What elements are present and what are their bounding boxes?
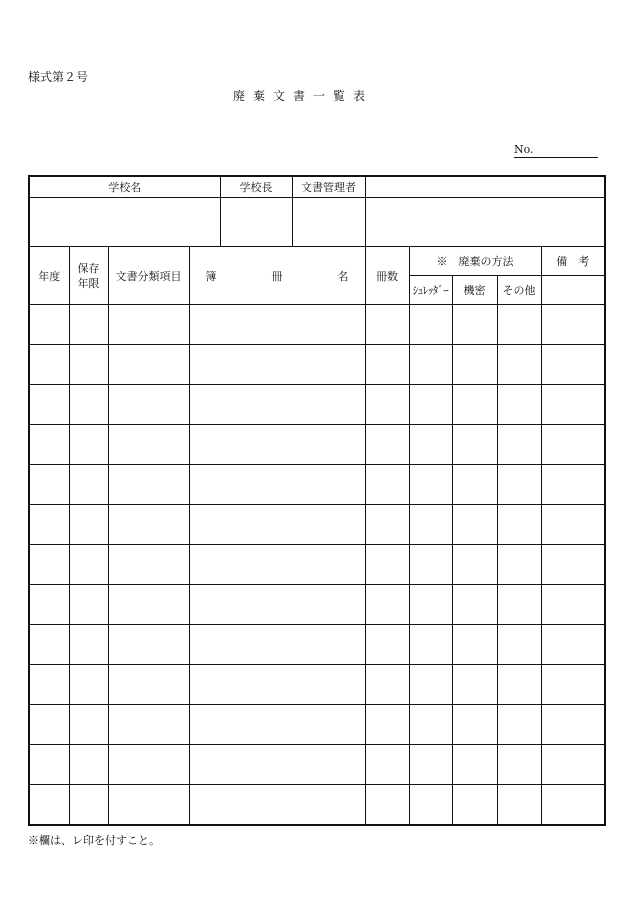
category-cell[interactable] bbox=[108, 585, 189, 625]
confidential-check-cell[interactable] bbox=[452, 745, 497, 785]
table-row bbox=[29, 785, 605, 826]
other-check-cell[interactable] bbox=[497, 505, 541, 545]
table-row bbox=[29, 545, 605, 585]
header-table bbox=[28, 175, 606, 247]
page-title: 廃棄文書一覧表 bbox=[233, 89, 374, 103]
count-cell[interactable] bbox=[365, 705, 409, 745]
retention-cell[interactable] bbox=[69, 665, 108, 705]
other-check-cell[interactable] bbox=[497, 465, 541, 505]
remarks-cell[interactable] bbox=[541, 705, 605, 745]
col-shredder-header: ｼｭﾚｯﾀﾞｰ bbox=[409, 276, 452, 305]
retention-cell[interactable] bbox=[69, 705, 108, 745]
remarks-cell[interactable] bbox=[541, 305, 605, 345]
col-remarks-header: 備 考 bbox=[541, 247, 605, 276]
other-check-cell[interactable] bbox=[497, 625, 541, 665]
category-cell[interactable] bbox=[108, 665, 189, 705]
other-check-cell[interactable] bbox=[497, 785, 541, 826]
col-retention-line1: 保存 bbox=[77, 261, 100, 275]
col-remarks-subheader-blank bbox=[541, 276, 605, 305]
book-name-part-3: 名 bbox=[337, 269, 349, 283]
confidential-check-cell[interactable] bbox=[452, 545, 497, 585]
retention-cell[interactable] bbox=[69, 625, 108, 665]
shredder-check-cell[interactable] bbox=[409, 345, 452, 385]
table-row bbox=[29, 465, 605, 505]
shredder-check-cell[interactable] bbox=[409, 505, 452, 545]
book-name-cell[interactable] bbox=[189, 705, 365, 745]
count-cell[interactable] bbox=[365, 585, 409, 625]
year-cell[interactable] bbox=[29, 465, 69, 505]
category-cell[interactable] bbox=[108, 385, 189, 425]
retention-cell[interactable] bbox=[69, 745, 108, 785]
book-name-cell[interactable] bbox=[189, 465, 365, 505]
year-cell[interactable] bbox=[29, 745, 69, 785]
book-name-cell[interactable] bbox=[189, 585, 365, 625]
retention-cell[interactable] bbox=[69, 385, 108, 425]
table-row bbox=[29, 345, 605, 385]
year-cell[interactable] bbox=[29, 425, 69, 465]
shredder-check-cell[interactable] bbox=[409, 585, 452, 625]
retention-cell[interactable] bbox=[69, 345, 108, 385]
ledger-body bbox=[29, 305, 605, 826]
other-check-cell[interactable] bbox=[497, 345, 541, 385]
other-check-cell[interactable] bbox=[497, 705, 541, 745]
count-cell[interactable] bbox=[365, 505, 409, 545]
confidential-check-cell[interactable] bbox=[452, 425, 497, 465]
col-confidential-header: 機密 bbox=[452, 276, 497, 305]
count-cell[interactable] bbox=[365, 625, 409, 665]
shredder-check-cell[interactable] bbox=[409, 785, 452, 826]
other-check-cell[interactable] bbox=[497, 665, 541, 705]
category-cell[interactable] bbox=[108, 505, 189, 545]
shredder-check-cell[interactable] bbox=[409, 385, 452, 425]
count-cell[interactable] bbox=[365, 465, 409, 505]
other-check-cell[interactable] bbox=[497, 745, 541, 785]
other-check-cell[interactable] bbox=[497, 545, 541, 585]
col-count-header: 冊数 bbox=[365, 247, 409, 305]
category-cell[interactable] bbox=[108, 705, 189, 745]
retention-cell[interactable] bbox=[69, 785, 108, 826]
book-name-cell[interactable] bbox=[189, 345, 365, 385]
retention-cell[interactable] bbox=[69, 465, 108, 505]
remarks-cell[interactable] bbox=[541, 345, 605, 385]
book-name-cell[interactable] bbox=[189, 425, 365, 465]
confidential-check-cell[interactable] bbox=[452, 625, 497, 665]
remarks-cell[interactable] bbox=[541, 665, 605, 705]
remarks-cell[interactable] bbox=[541, 545, 605, 585]
school-name-field[interactable] bbox=[29, 198, 220, 247]
book-name-part-1: 簿 bbox=[205, 269, 217, 283]
col-book-name-header bbox=[189, 247, 365, 305]
year-cell[interactable] bbox=[29, 665, 69, 705]
count-cell[interactable] bbox=[365, 305, 409, 345]
form-id: 様式第２号 bbox=[28, 70, 89, 84]
year-cell[interactable] bbox=[29, 345, 69, 385]
book-name-cell[interactable] bbox=[189, 505, 365, 545]
book-name-part-2: 冊 bbox=[271, 269, 283, 283]
category-cell[interactable] bbox=[108, 785, 189, 826]
remarks-cell[interactable] bbox=[541, 785, 605, 826]
year-cell[interactable] bbox=[29, 785, 69, 826]
category-cell[interactable] bbox=[108, 745, 189, 785]
retention-cell[interactable] bbox=[69, 305, 108, 345]
retention-cell[interactable] bbox=[69, 505, 108, 545]
col-retention-header bbox=[69, 247, 108, 305]
header-blank-cell bbox=[365, 176, 605, 198]
count-cell[interactable] bbox=[365, 545, 409, 585]
header-blank-field bbox=[365, 198, 605, 247]
col-category-header: 文書分類項目 bbox=[108, 247, 189, 305]
confidential-check-cell[interactable] bbox=[452, 305, 497, 345]
book-name-cell[interactable] bbox=[189, 305, 365, 345]
remarks-cell[interactable] bbox=[541, 465, 605, 505]
retention-cell[interactable] bbox=[69, 425, 108, 465]
count-cell[interactable] bbox=[365, 385, 409, 425]
confidential-check-cell[interactable] bbox=[452, 505, 497, 545]
school-name-label: 学校名 bbox=[29, 176, 220, 198]
count-cell[interactable] bbox=[365, 785, 409, 826]
table-row bbox=[29, 585, 605, 625]
year-cell[interactable] bbox=[29, 385, 69, 425]
shredder-check-cell[interactable] bbox=[409, 665, 452, 705]
confidential-check-cell[interactable] bbox=[452, 785, 497, 826]
year-cell[interactable] bbox=[29, 505, 69, 545]
remarks-cell[interactable] bbox=[541, 625, 605, 665]
other-check-cell[interactable] bbox=[497, 425, 541, 465]
other-check-cell[interactable] bbox=[497, 305, 541, 345]
category-cell[interactable] bbox=[108, 545, 189, 585]
doc-manager-label: 文書管理者 bbox=[292, 176, 365, 198]
retention-cell[interactable] bbox=[69, 545, 108, 585]
year-cell[interactable] bbox=[29, 625, 69, 665]
principal-seal-field[interactable] bbox=[220, 198, 292, 247]
category-cell[interactable] bbox=[108, 425, 189, 465]
col-disposal-method-header: ※ 廃棄の方法 bbox=[409, 247, 541, 276]
book-name-cell[interactable] bbox=[189, 785, 365, 826]
year-cell[interactable] bbox=[29, 305, 69, 345]
book-name-cell[interactable] bbox=[189, 745, 365, 785]
count-cell[interactable] bbox=[365, 665, 409, 705]
remarks-cell[interactable] bbox=[541, 425, 605, 465]
book-name-cell[interactable] bbox=[189, 385, 365, 425]
footnote: ※欄は、レ印を付すこと。 bbox=[28, 834, 160, 847]
count-cell[interactable] bbox=[365, 745, 409, 785]
table-row bbox=[29, 625, 605, 665]
year-cell[interactable] bbox=[29, 585, 69, 625]
confidential-check-cell[interactable] bbox=[452, 385, 497, 425]
table-row bbox=[29, 425, 605, 465]
shredder-check-cell[interactable] bbox=[409, 745, 452, 785]
table-row bbox=[29, 665, 605, 705]
col-retention-line2: 年限 bbox=[77, 276, 100, 290]
category-cell[interactable] bbox=[108, 305, 189, 345]
table-row bbox=[29, 505, 605, 545]
count-cell[interactable] bbox=[365, 425, 409, 465]
table-row bbox=[29, 305, 605, 345]
book-name-cell[interactable] bbox=[189, 545, 365, 585]
confidential-check-cell[interactable] bbox=[452, 705, 497, 745]
shredder-check-cell[interactable] bbox=[409, 705, 452, 745]
other-check-cell[interactable] bbox=[497, 385, 541, 425]
table-row bbox=[29, 745, 605, 785]
category-cell[interactable] bbox=[108, 345, 189, 385]
year-cell[interactable] bbox=[29, 545, 69, 585]
year-cell[interactable] bbox=[29, 705, 69, 745]
col-year-header: 年度 bbox=[29, 247, 69, 305]
confidential-check-cell[interactable] bbox=[452, 465, 497, 505]
shredder-check-cell[interactable] bbox=[409, 425, 452, 465]
shredder-check-cell[interactable] bbox=[409, 625, 452, 665]
number-field[interactable] bbox=[514, 143, 598, 158]
shredder-check-cell[interactable] bbox=[409, 305, 452, 345]
number-label: No. bbox=[514, 143, 534, 156]
count-cell[interactable] bbox=[365, 345, 409, 385]
doc-manager-seal-field[interactable] bbox=[292, 198, 365, 247]
book-name-cell[interactable] bbox=[189, 625, 365, 665]
disposal-ledger-table bbox=[28, 246, 606, 826]
remarks-cell[interactable] bbox=[541, 745, 605, 785]
category-cell[interactable] bbox=[108, 465, 189, 505]
book-name-cell[interactable] bbox=[189, 665, 365, 705]
remarks-cell[interactable] bbox=[541, 505, 605, 545]
col-other-header: その他 bbox=[497, 276, 541, 305]
other-check-cell[interactable] bbox=[497, 585, 541, 625]
shredder-check-cell[interactable] bbox=[409, 465, 452, 505]
confidential-check-cell[interactable] bbox=[452, 345, 497, 385]
remarks-cell[interactable] bbox=[541, 385, 605, 425]
confidential-check-cell[interactable] bbox=[452, 665, 497, 705]
remarks-cell[interactable] bbox=[541, 585, 605, 625]
category-cell[interactable] bbox=[108, 625, 189, 665]
table-row bbox=[29, 705, 605, 745]
table-row bbox=[29, 385, 605, 425]
retention-cell[interactable] bbox=[69, 585, 108, 625]
confidential-check-cell[interactable] bbox=[452, 585, 497, 625]
shredder-check-cell[interactable] bbox=[409, 545, 452, 585]
principal-label: 学校長 bbox=[220, 176, 292, 198]
